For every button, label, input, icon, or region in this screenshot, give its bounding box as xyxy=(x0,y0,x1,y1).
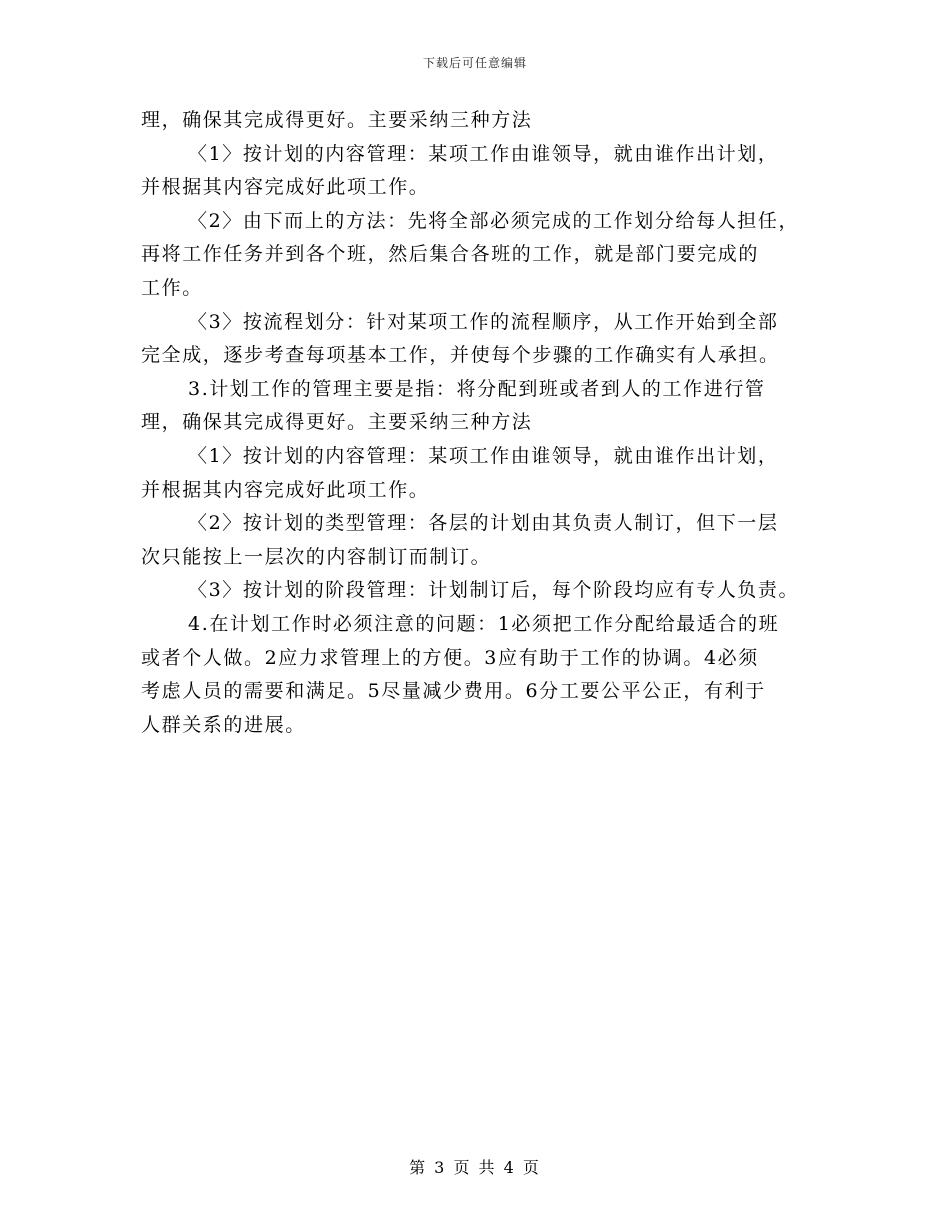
text-line: 〈3〉按计划的阶段管理：计划制订后，每个阶段均应有专人负责。 xyxy=(188,579,800,602)
text-line: 理，确保其完成得更好。主要采纳三种方法 xyxy=(141,109,533,131)
text-line: 人群关系的进展。 xyxy=(141,713,306,736)
page-header: 下载后可任意编辑 xyxy=(422,56,527,70)
text-line: 〈1〉按计划的内容管理：某项工作由谁领导，就由谁作出计划， xyxy=(188,444,779,467)
text-line: 完全成，逐步考查每项基本工作，并使每个步骤的工作确实有人承担。 xyxy=(141,344,780,367)
text-line: 或者个人做。2应力求管理上的方便。3应有助于工作的协调。4必须 xyxy=(141,646,759,669)
text-line: 〈3〉按流程划分：针对某项工作的流程顺序，从工作开始到全部 xyxy=(188,310,779,333)
text-line: 4.在计划工作时必须注意的问题：1必须把工作分配给最适合的班 xyxy=(188,612,780,635)
text-line: 〈1〉按计划的内容管理：某项工作由谁领导，就由谁作出计划， xyxy=(188,142,779,165)
page-number-footer: 第 3 页 共 4 页 xyxy=(409,1158,541,1177)
text-line: 理，确保其完成得更好。主要采纳三种方法 xyxy=(141,411,533,434)
text-line: 3.计划工作的管理主要是指：将分配到班或者到人的工作进行管 xyxy=(188,377,766,400)
document-body xyxy=(141,104,821,742)
text-line: 〈2〉由下而上的方法：先将全部必须完成的工作划分给每人担任， xyxy=(188,209,800,232)
text-line: 次只能按上一层次的内容制订而制订。 xyxy=(141,545,492,568)
text-line: 〈2〉按计划的类型管理：各层的计划由其负责人制订，但下一层 xyxy=(188,512,779,535)
text-line: 并根据其内容完成好此项工作。 xyxy=(141,176,430,199)
text-line: 并根据其内容完成好此项工作。 xyxy=(141,478,430,501)
text-line: 工作。 xyxy=(141,276,203,299)
text-line: 考虑人员的需要和满足。5尽量减少费用。6分工要公平公正，有利于 xyxy=(141,680,766,703)
text-line: 再将工作任务并到各个班，然后集合各班的工作，就是部门要完成的 xyxy=(141,243,760,266)
